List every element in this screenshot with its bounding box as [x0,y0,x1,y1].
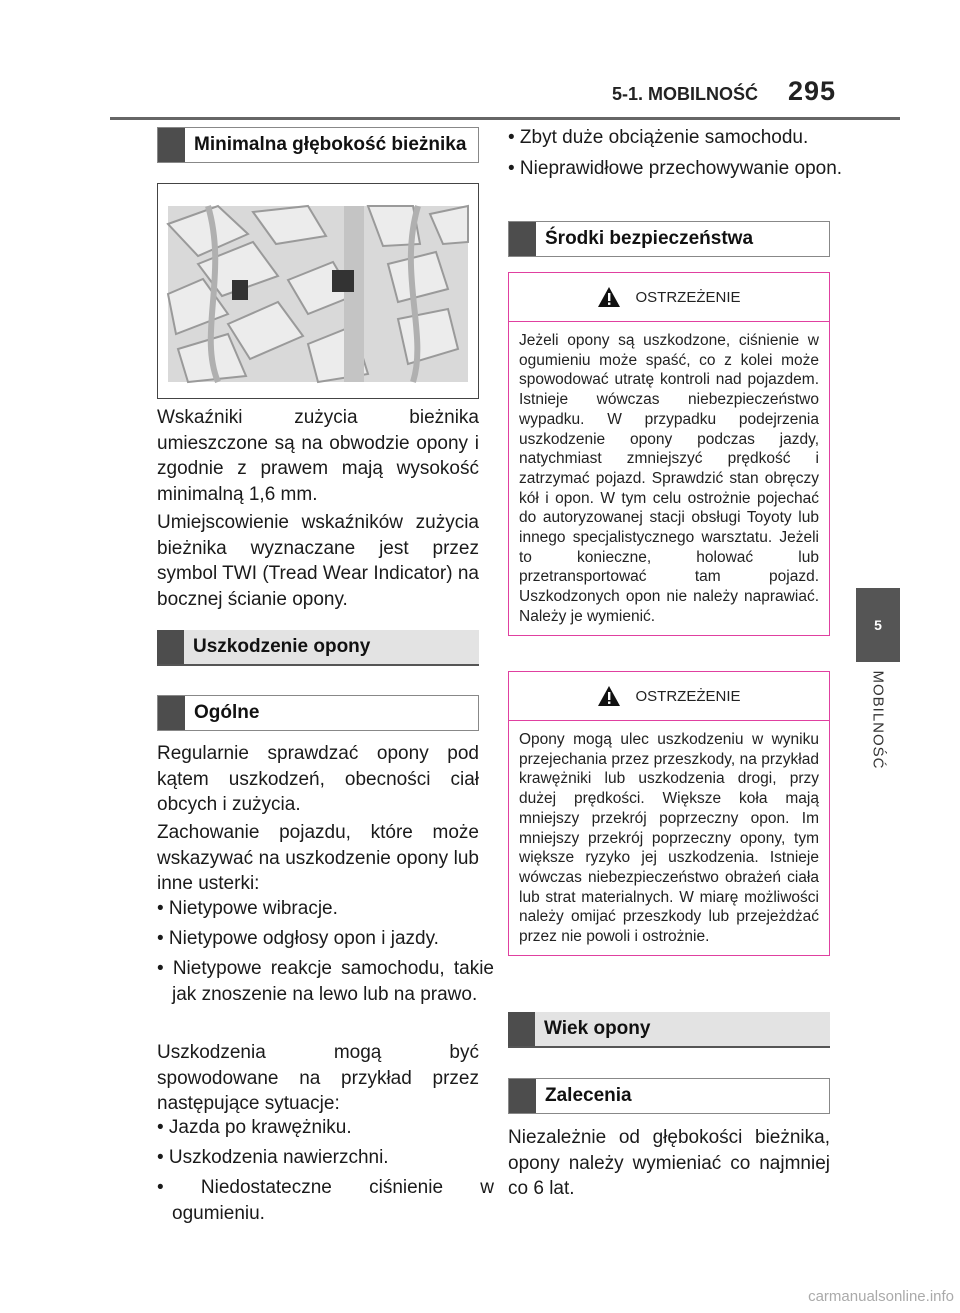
footer-watermark: carmanualsonline.info [808,1288,954,1305]
page-number: 295 [788,76,837,106]
tire-tread-image [158,184,478,398]
heading-recommendations: Zalecenia [508,1078,830,1114]
warning-triangle-icon [597,685,621,707]
list-item: • Uszkodzenia nawierzchni. [157,1147,389,1168]
paragraph-causes: Uszkodzenia mogą być spowodowane na przykład przez następujące sytuacje: [157,1042,479,1114]
paragraph-twi: Umiejscowienie wskaźników zużycia bieżnika wyznaczane jest przez symbol TWI (Tread Wear Indicator) na bocznej ścianie opony. [157,512,479,610]
paragraph-check: Regularnie sprawdzać opony pod kątem uszkodzeń, obecności ciał obcych i zużycia. [157,743,479,815]
warning-title: OSTRZEŻENIE [635,687,741,705]
list-item: • Nieprawidłowe przechowywanie opon. [508,158,843,179]
tread-wear-illustration [157,183,479,399]
warning-box-damage [508,272,830,636]
paragraph-behaviour: Zachowanie pojazdu, które może wskazywać na uszkodzenie opony lub inne usterki: [157,822,479,894]
heading-general: Ogólne [157,695,479,731]
warning-text: Jeżeli opony są uszkodzone, ciśnienie w ogumieniu może spaść, co z kolei może spowodować utratę kontroli nad pojazdem. Istnieje wówczas niebezpieczeństwo wypadku. W przypadku podejrzenia uszkodzenie opony podczas jazdy, natychmiast zmniejszyć prędkość i zatrzymać pojazd. Sprawdzić stan obręczy kół i opon. W tym celu ostrożnie pojechać do autoryzowanej stacji obsługi Toyoty lub innego specjalistycznego warsztatu. Jeżeli to konieczne, holować lub przetransportować tam pojazd. Uszkodzonych opon nie należy naprawiać. Należy je wymienić. [519,332,819,625]
list-item: • Jazda po krawężniku. [157,1117,352,1138]
heading-tread-depth: Minimalna głębokość bieżnika [157,127,479,163]
section-title: 5-1. MOBILNOŚĆ [612,84,759,104]
chapter-tab: 5 [856,588,900,662]
list-item: • Niedostateczne ciśnienie w ogumieniu. [157,1177,494,1224]
heading-safety: Środki bezpieczeństwa [508,221,830,257]
list-item: • Zbyt duże obciążenie samochodu. [508,127,809,148]
warning-header [509,273,829,322]
list-item: • Nietypowe reakcje samochodu, takie jak znoszenie na lewo lub na prawo. [157,958,494,1005]
list-item: • Nietypowe wibracje. [157,898,338,919]
warning-header [509,672,829,721]
warning-text: Opony mogą ulec uszkodzeniu w wyniku przejechania przez przeszkody, na przykład krawężniki lub uszkodzenia drogi, przy dużej prędkości. Większe koła mają mniejszy przekrój poprzeczny opon. Im mniejszy przekrój poprzeczny opony, tym większe ryzyko jej uszkodzenia. Istnieje wówczas niebezpieczeństwo obrażeń ciała lub strat materialnych. W miarę możliwości należy omijać przeszkody lub przejeżdżać przez nie powoli i ostrożnie. [519,731,819,946]
warning-triangle-icon [597,286,621,308]
paragraph-tire-age: Niezależnie od głębokości bieżnika, opony należy wymieniać co najmniej co 6 lat. [508,1127,830,1199]
heading-tire-damage: Uszkodzenie opony [157,630,479,666]
list-item: • Nietypowe odgłosy opon i jazdy. [157,928,439,949]
warning-box-obstacles [508,671,830,956]
paragraph-wear-indicators: Wskaźniki zużycia bieżnika umieszczone są na obwodzie opony i zgodnie z prawem mają wysokość minimalną 1,6 mm. [157,407,479,505]
heading-tire-age: Wiek opony [508,1012,830,1048]
chapter-label: MOBILNOŚĆ [869,670,887,770]
header-rule [110,117,900,120]
warning-title: OSTRZEŻENIE [635,288,741,306]
